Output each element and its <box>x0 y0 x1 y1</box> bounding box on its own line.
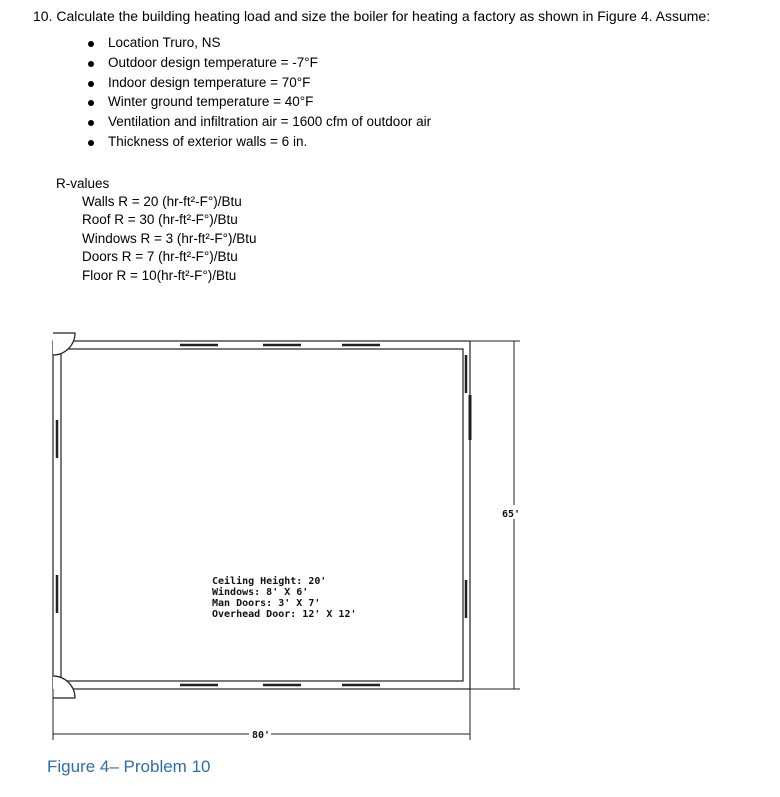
note-windows: Windows: 8' X 6' <box>212 587 309 598</box>
man-doors <box>53 333 75 698</box>
note-ceiling-height: Ceiling Height: 20' <box>212 576 327 587</box>
note-overhead-door: Overhead Door: 12' X 12' <box>212 609 357 620</box>
note-man-doors: Man Doors: 3' X 7' <box>212 598 321 609</box>
dim-height-label: 65' <box>502 509 521 520</box>
rvalue-walls: Walls R = 20 (hr-ft²-F°)/Btu <box>82 194 242 209</box>
figure-caption: Figure 4– Problem 10 <box>47 757 211 776</box>
dimension-lines <box>53 341 520 740</box>
question-body: Calculate the building heating load and size the boiler for heating a factory as shown in Figure 4. Assume: <box>56 8 711 24</box>
rvalue-floor: Floor R = 10(hr-ft²-F°)/Btu <box>82 268 237 283</box>
dim-width-label: 80' <box>252 730 271 741</box>
inner-wall <box>61 349 463 681</box>
question-number: 10. <box>33 8 53 24</box>
outer-wall <box>53 341 470 689</box>
windows <box>57 345 466 685</box>
man-door <box>53 333 75 355</box>
rvalue-doors: Doors R = 7 (hr-ft²-F°)/Btu <box>82 249 238 264</box>
rvalue-windows: Windows R = 3 (hr-ft²-F°)/Btu <box>82 231 257 246</box>
rvalues-heading: R-values <box>56 176 110 191</box>
rvalue-roof: Roof R = 30 (hr-ft²-F°)/Btu <box>82 212 238 227</box>
man-door <box>53 676 75 698</box>
